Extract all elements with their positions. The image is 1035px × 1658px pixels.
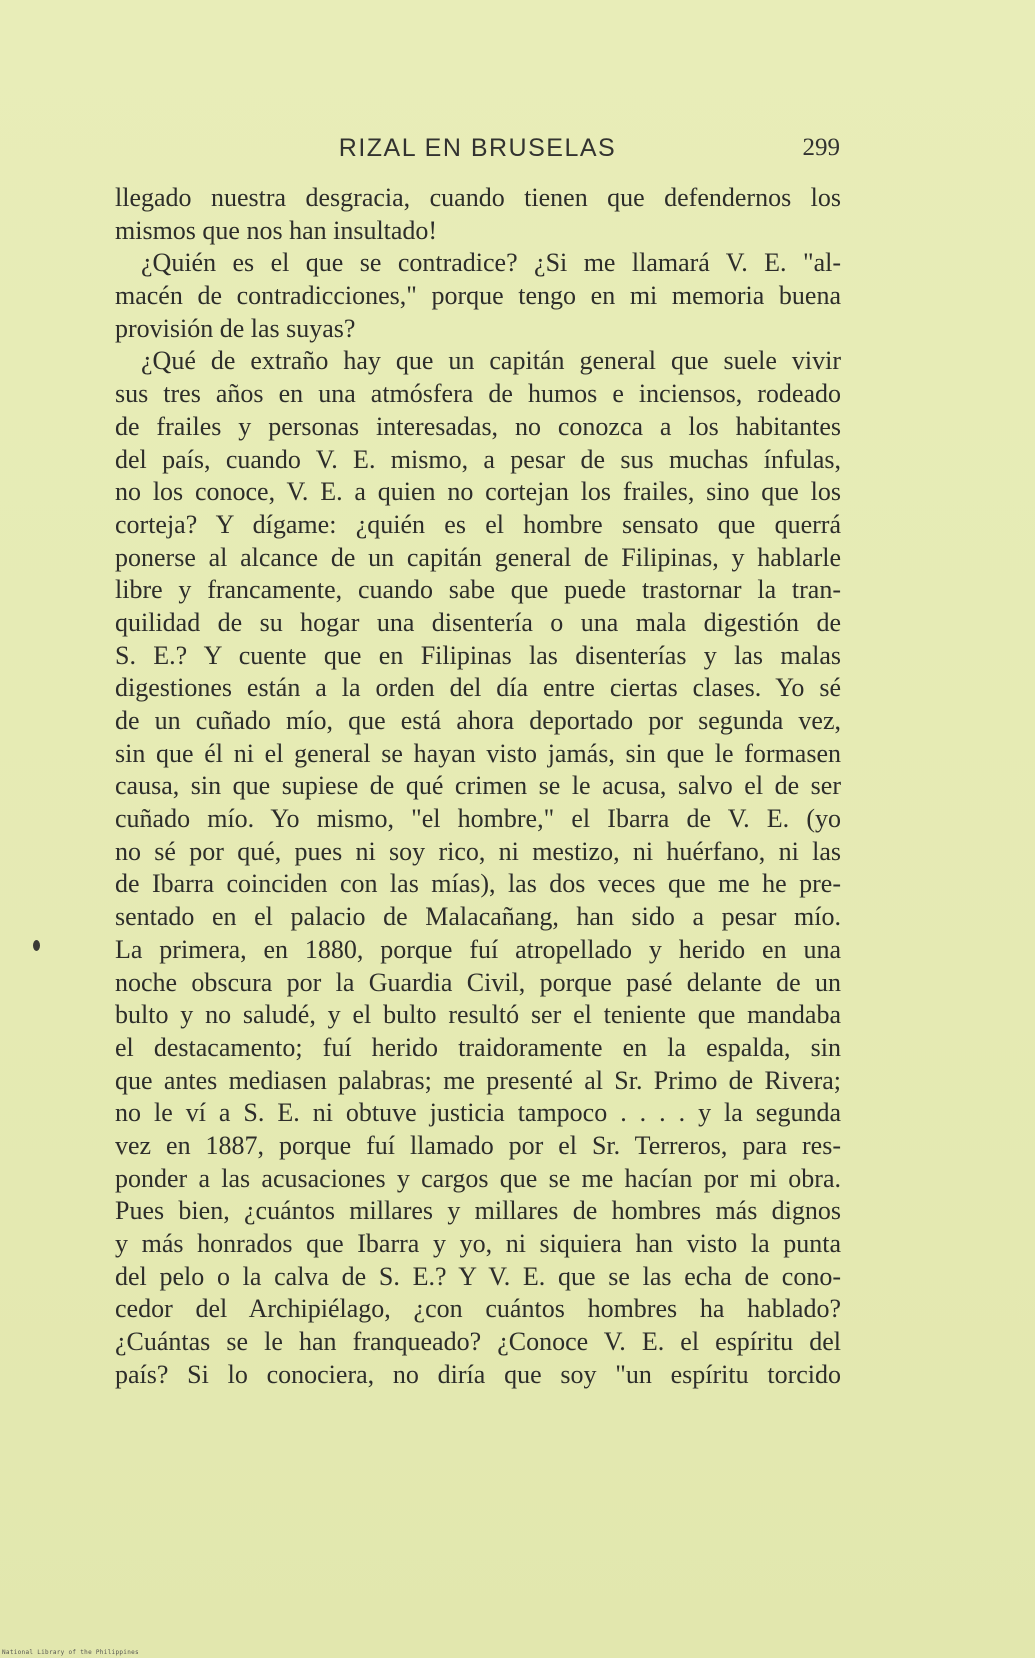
text-line: del pelo o la calva de S. E.? Y V. E. que se las echa de cono-: [115, 1261, 841, 1291]
text-line: libre y francamente, cuando sabe que puede trastornar la tran-: [115, 575, 841, 605]
text-line: macén de contradicciones," porque tengo en mi memoria buena: [115, 281, 841, 311]
text-line: S. E.? Y cuente que en Filipinas las disenterías y las malas: [115, 640, 841, 670]
text-line: ¿Quién es el que se contradice? ¿Si me llamará V. E. "al-: [141, 248, 841, 278]
text-line: ponerse al alcance de un capitán general de Filipinas, y hablarle: [115, 542, 841, 572]
text-line: sus tres años en una atmósfera de humos e inciensos, rodeado: [115, 379, 841, 409]
text-line: país? Si lo conociera, no diría que soy "un espíritu torcido: [115, 1359, 841, 1389]
running-head: [115, 128, 840, 168]
text-line: vez en 1887, porque fuí llamado por el Sr. Terreros, para res-: [115, 1130, 841, 1160]
text-line: provisión de las suyas?: [115, 313, 356, 343]
text-line: corteja? Y dígame: ¿quién es el hombre sensato que querrá: [115, 509, 841, 539]
text-line: quilidad de su hogar una disentería o una mala digestión de: [115, 607, 841, 637]
text-line: noche obscura por la Guardia Civil, porque pasé delante de un: [115, 967, 841, 997]
text-line: ¿Cuántas se le han franqueado? ¿Conoce V. E. el espíritu del: [115, 1327, 841, 1357]
text-line: sentado en el palacio de Malacañang, han sido a pesar mío.: [115, 902, 841, 932]
text-line: de Ibarra coinciden con las mías), las dos veces que me he pre-: [115, 869, 841, 899]
margin-ink-mark: [33, 940, 40, 951]
text-line: del país, cuando V. E. mismo, a pesar de sus muchas ínfulas,: [115, 444, 841, 474]
text-line: Pues bien, ¿cuántos millares y millares de hombres más dignos: [115, 1196, 841, 1226]
text-line: de frailes y personas interesadas, no conozca a los habitantes: [115, 411, 841, 441]
text-line: sin que él ni el general se hayan visto jamás, sin que le formasen: [115, 738, 841, 768]
body-text: [115, 182, 841, 1391]
text-line: bulto y no saludé, y el bulto resultó ser el teniente que mandaba: [115, 1000, 841, 1030]
text-line: cuñado mío. Yo mismo, "el hombre," el Ibarra de V. E. (yo: [115, 804, 841, 834]
library-credit: National Library of the Philippines: [2, 1649, 139, 1656]
text-line: y más honrados que Ibarra y yo, ni siquiera han visto la punta: [115, 1229, 841, 1258]
text-line: que antes mediasen palabras; me presenté al Sr. Primo de Rivera;: [115, 1065, 841, 1095]
text-line: no le ví a S. E. ni obtuve justicia tampoco . . . . y la segunda: [115, 1098, 841, 1128]
page-number: 299: [802, 134, 840, 161]
text-line: el destacamento; fuí herido traidoramente en la espalda, sin: [115, 1032, 841, 1062]
text-line: ¿Qué de extraño hay que un capitán general que suele vivir: [141, 346, 841, 376]
text-line: digestiones están a la orden del día entre ciertas clases. Yo sé: [115, 673, 841, 703]
text-line: cedor del Archipiélago, ¿con cuántos hombres ha hablado?: [115, 1294, 841, 1324]
text-line: no sé por qué, pues ni soy rico, ni mestizo, ni huérfano, ni las: [115, 836, 841, 866]
text-line: La primera, en 1880, porque fuí atropellado y herido en una: [115, 934, 841, 964]
text-line: llegado nuestra desgracia, cuando tienen que defendernos los: [115, 183, 841, 212]
running-title: RIZAL EN BRUSELAS: [338, 134, 617, 162]
text-line: causa, sin que supiese de qué crimen se le acusa, salvo el de ser: [115, 771, 841, 801]
text-line: mismos que nos han insultado!: [115, 215, 438, 245]
text-line: ponder a las acusaciones y cargos que se me hacían por mi obra.: [115, 1163, 841, 1193]
text-line: de un cuñado mío, que está ahora deportado por segunda vez,: [115, 706, 841, 735]
text-line: no los conoce, V. E. a quien no cortejan los frailes, sino que los: [115, 477, 841, 507]
